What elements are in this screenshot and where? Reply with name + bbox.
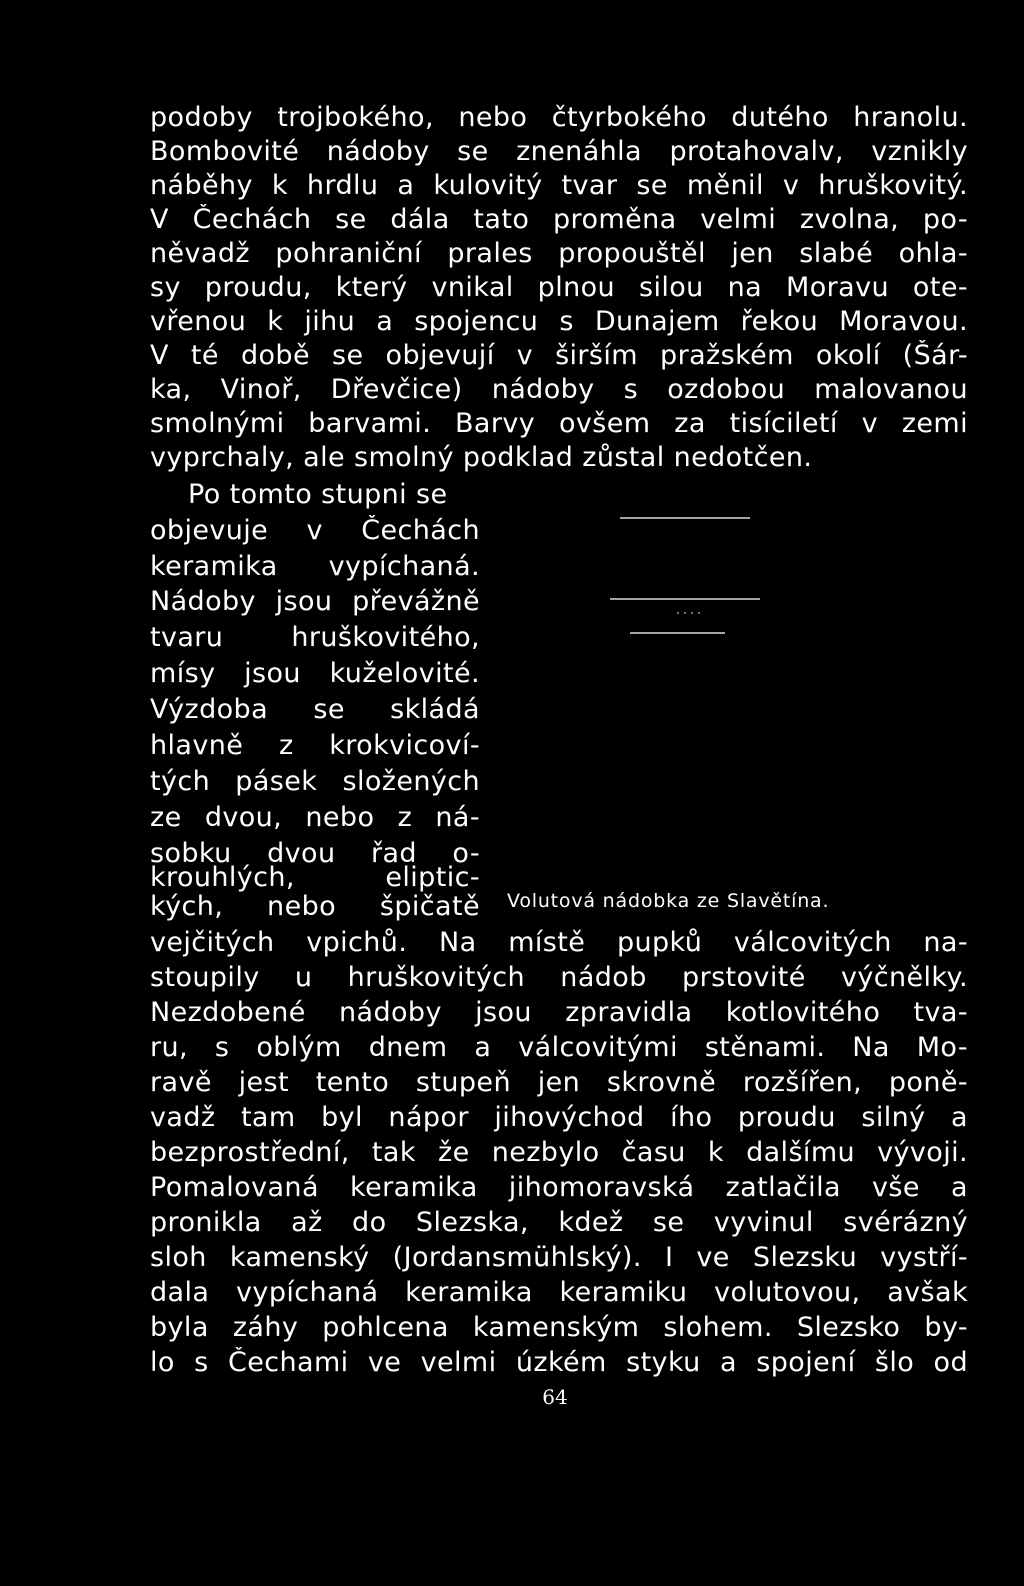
- text-line: sloh kamenský (Jordansmühlský). I ve Slezsku vystří-: [150, 1242, 968, 1273]
- text-line: Výzdoba se skládá: [150, 694, 480, 725]
- text-line: bezprostřední, tak že nezbylo času k dalšímu vývoji.: [150, 1137, 968, 1168]
- text-line: stoupily u hruškovitých nádob prstovité výčnělky.: [150, 962, 968, 993]
- text-line: něvadž pohraniční prales propouštěl jen slabé ohla-: [150, 238, 968, 269]
- text-line: ka, Vinoř, Dřevčice) nádoby s ozdobou malovanou: [150, 374, 968, 405]
- text-line: byla záhy pohlcena kamenským slohem. Slezsko by-: [150, 1312, 968, 1343]
- text-line: vadž tam byl nápor jihovýchod ího proudu silný a: [150, 1102, 968, 1133]
- text-line: náběhy k hrdlu a kulovitý tvar se měnil v hruškovitý.: [150, 170, 968, 201]
- text-line: dala vypíchaná keramika keramiku volutovou, avšak: [150, 1277, 968, 1308]
- text-line: mísy jsou kuželovité.: [150, 658, 480, 689]
- text-line: keramika vypíchaná.: [150, 551, 480, 582]
- text-line: tých pásek složených: [150, 766, 480, 797]
- figure-caption: Volutová nádobka ze Slavětína.: [507, 890, 830, 912]
- text-line: sobku dvou řad o-: [150, 838, 480, 869]
- text-line: vyprchaly, ale smolný podklad zůstal nedotčen.: [150, 442, 813, 473]
- text-line: Po tomto stupni se: [188, 479, 448, 510]
- text-line: vejčitých vpichů. Na místě pupků válcovitých na-: [150, 927, 968, 958]
- text-line: tvaru hruškovitého,: [150, 622, 480, 653]
- text-line: Nezdobené nádoby jsou zpravidla kotlovitého tva-: [150, 997, 968, 1028]
- vessel-illustration: [600, 495, 770, 655]
- text-line: podoby trojbokého, nebo čtyrbokého dutého hranolu.: [150, 102, 968, 133]
- text-line: sy proudu, který vnikal plnou silou na Moravu ote-: [150, 272, 968, 303]
- text-line: objevuje v Čechách: [150, 515, 480, 546]
- text-line: krouhlých, eliptic-: [150, 862, 480, 893]
- text-line: V té době se objevují v širším pražském okolí (Šár-: [150, 340, 968, 371]
- page-number: 64: [542, 1385, 568, 1409]
- text-line: V Čechách se dála tato proměna velmi zvolna, po-: [150, 204, 968, 235]
- text-line: Nádoby jsou převážně: [150, 586, 480, 617]
- text-line: Bombovité nádoby se znenáhla protahovalv, vznikly: [150, 136, 968, 167]
- text-line: ze dvou, nebo z ná-: [150, 802, 480, 833]
- text-line: pronikla až do Slezska, kdež se vyvinul svérázný: [150, 1207, 968, 1238]
- text-line: smolnými barvami. Barvy ovšem za tisíciletí v zemi: [150, 408, 968, 439]
- text-line: vřenou k jihu a spojencu s Dunajem řekou Moravou.: [150, 306, 968, 337]
- text-line: ru, s oblým dnem a válcovitými stěnami. Na Mo-: [150, 1032, 968, 1063]
- text-line: kých, nebo špičatě: [150, 891, 480, 922]
- text-line: hlavně z krokvicoví-: [150, 730, 480, 761]
- text-line: ravě jest tento stupeň jen skrovně rozšířen, poně-: [150, 1067, 968, 1098]
- text-line: lo s Čechami ve velmi úzkém styku a spojení šlo od: [150, 1347, 968, 1378]
- text-line: Pomalovaná keramika jihomoravská zatlačila vše a: [150, 1172, 968, 1203]
